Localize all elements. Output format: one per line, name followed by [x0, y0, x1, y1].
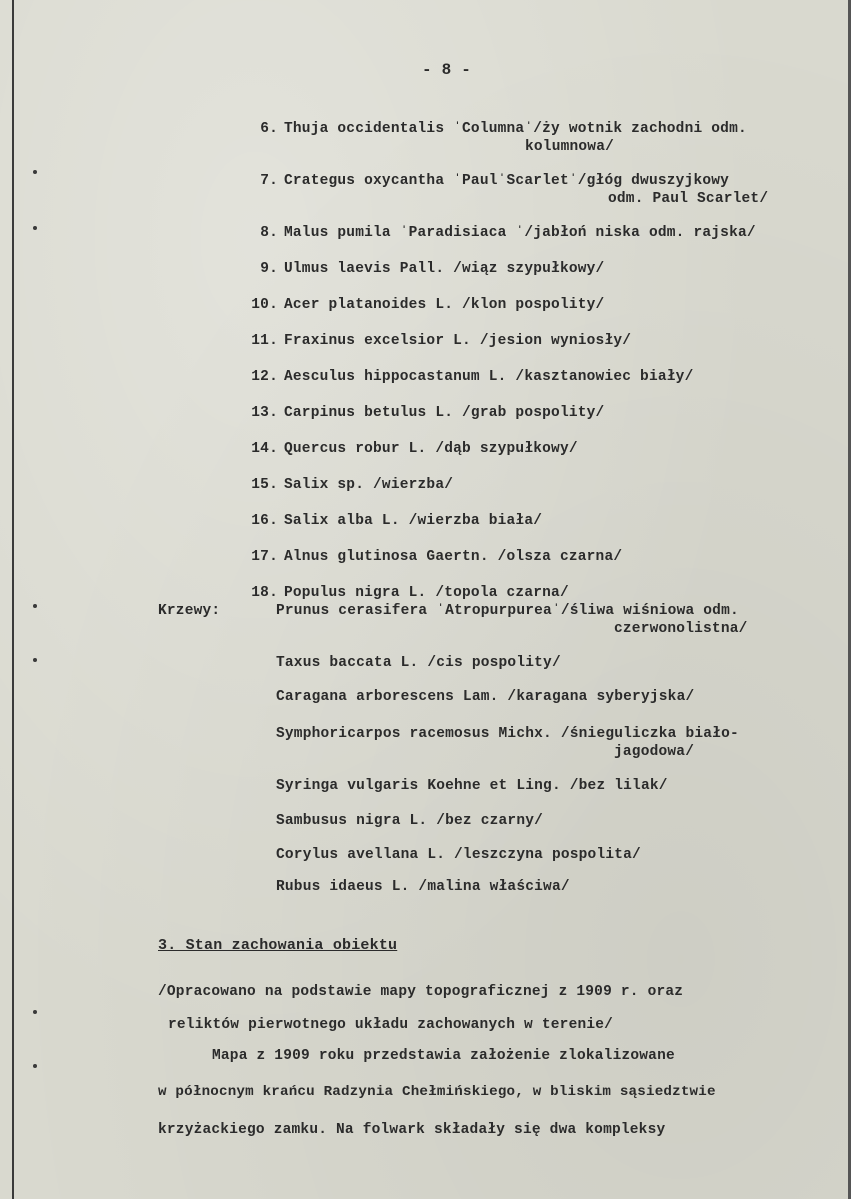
punch-hole [33, 1064, 37, 1068]
list-item: 9. Ulmus laevis Pall. /wiąz szypułkowy/ [260, 261, 605, 277]
section-heading: 3. Stan zachowania obiektu [158, 937, 398, 954]
list-item: 10. Acer platanoides L. /klon pospolity/ [251, 297, 605, 313]
list-item-continuation: czerwonolistna/ [614, 621, 748, 637]
list-item: 8. Malus pumila ˈParadisiaca ˈ/jabłoń niska odm. rajska/ [260, 225, 756, 241]
list-item: Symphoricarpos racemosus Michx. /śnieguliczka biało- [276, 726, 739, 742]
left-border-line [12, 0, 14, 1199]
list-item: 16. Salix alba L. /wierzba biała/ [251, 513, 543, 529]
list-item: 7. Crategus oxycantha ˈPaulˈScarletˈ/głóg dwuszyjkowy [260, 173, 730, 189]
paragraph-line: w północnym krańcu Radzynia Chełmińskiego, w bliskim sąsiedztwie [158, 1084, 716, 1100]
punch-hole [33, 1010, 37, 1014]
list-item-continuation: jagodowa/ [614, 744, 695, 760]
list-item: 6. Thuja occidentalis ˈColumnaˈ/ży wotnik zachodni odm. [260, 121, 747, 137]
list-item: 12. Aesculus hippocastanum L. /kasztanowiec biały/ [251, 369, 694, 385]
paragraph-line: /Opracowano na podstawie mapy topograficznej z 1909 r. oraz [158, 984, 684, 1000]
list-item: Sambusus nigra L. /bez czarny/ [276, 813, 544, 829]
list-item: Prunus cerasifera ˈAtropurpureaˈ/śliwa wiśniowa odm. [276, 603, 739, 619]
list-item-continuation: odm. Paul Scarlet/ [608, 191, 769, 207]
paragraph-line: krzyżackiego zamku. Na folwark składały się dwa kompleksy [158, 1122, 666, 1138]
paragraph-line: Mapa z 1909 roku przedstawia założenie zlokalizowane [212, 1048, 675, 1064]
paragraph-line: reliktów pierwotnego układu zachowanych w terenie/ [168, 1017, 614, 1033]
list-item: 13. Carpinus betulus L. /grab pospolity/ [251, 405, 605, 421]
list-item: 11. Fraxinus excelsior L. /jesion wyniosły/ [251, 333, 632, 349]
list-item: Taxus baccata L. /cis pospolity/ [276, 655, 561, 671]
shrubs-label: Krzewy: [158, 603, 221, 619]
list-item: 17. Alnus glutinosa Gaertn. /olsza czarna/ [251, 549, 623, 565]
punch-hole [33, 604, 37, 608]
page-number: - 8 - [422, 61, 472, 79]
list-item: Rubus idaeus L. /malina właściwa/ [276, 879, 570, 895]
punch-hole [33, 170, 37, 174]
list-item: Syringa vulgaris Koehne et Ling. /bez lilak/ [276, 778, 668, 794]
list-item: 14. Quercus robur L. /dąb szypułkowy/ [251, 441, 578, 457]
list-item: 18. Populus nigra L. /topola czarna/ [251, 585, 569, 601]
list-item: Corylus avellana L. /leszczyna pospolita/ [276, 847, 641, 863]
punch-hole [33, 226, 37, 230]
list-item: Caragana arborescens Lam. /karagana syberyjska/ [276, 689, 695, 705]
punch-hole [33, 658, 37, 662]
list-item-continuation: kolumnowa/ [525, 139, 615, 155]
list-item: 15. Salix sp. /wierzba/ [251, 477, 454, 493]
